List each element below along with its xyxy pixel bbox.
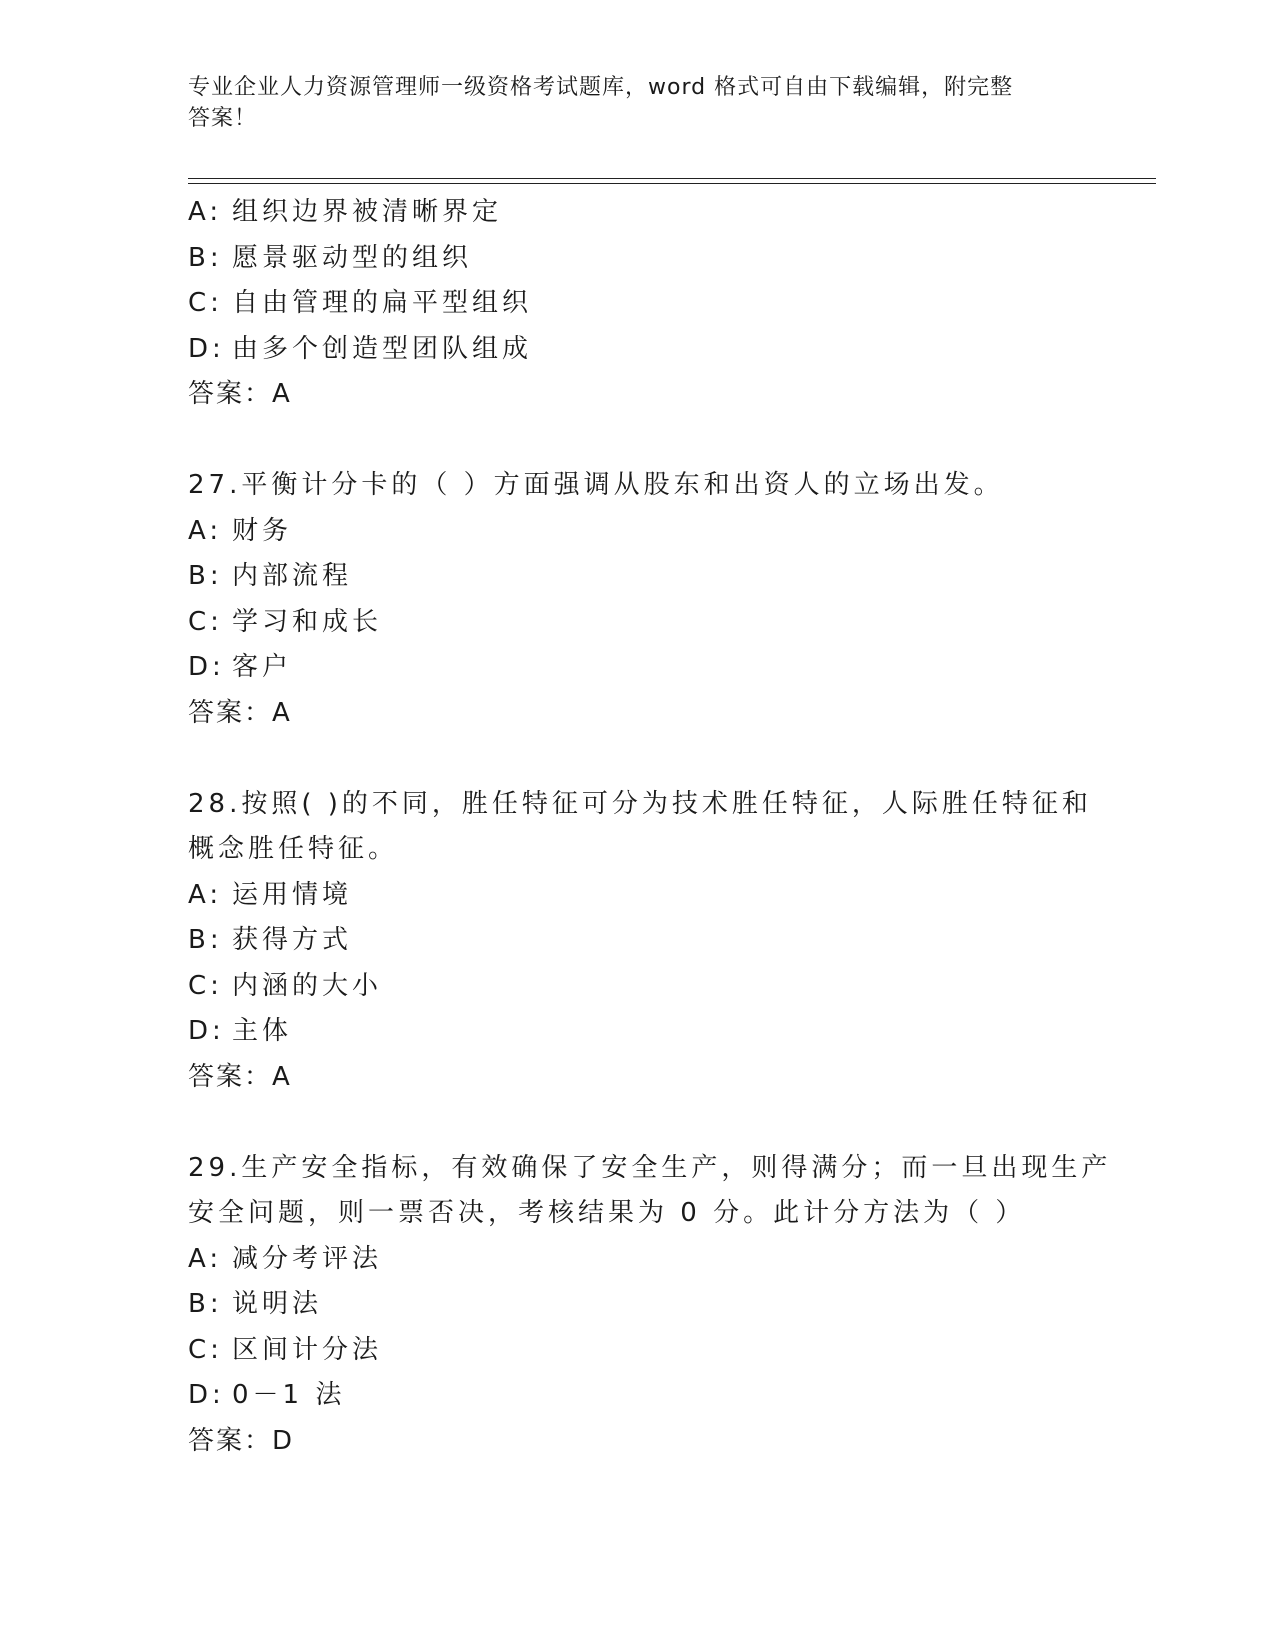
option-b: [188, 236, 1108, 282]
question-stem-line: 安全问题，则一票否决，考核结果为 0 分。此计分方法为（ ）: [188, 1198, 1026, 1228]
option-label: D:: [188, 1380, 225, 1410]
question-stem-line: 概念胜任特征。: [188, 834, 399, 864]
spacer: [188, 1100, 1108, 1146]
question-stem-line: 27.平衡计分卡的（ ）方面强调从股东和出资人的立场出发。: [188, 470, 1004, 500]
option-text: 说明法: [232, 1289, 323, 1319]
option-label: A:: [188, 1243, 223, 1274]
option-text: 运用情境: [232, 879, 353, 910]
option-text: 0－1 法: [232, 1380, 346, 1410]
option-label: B:: [188, 925, 223, 955]
option-text: 获得方式: [232, 925, 353, 955]
answer-line: 答案：A: [188, 379, 292, 409]
option-d: [188, 645, 1108, 691]
header-line-2: 答案！: [188, 106, 258, 131]
option-label: D:: [188, 333, 225, 364]
option-d: [188, 327, 1108, 373]
option-d: [188, 1373, 1108, 1419]
option-text: 学习和成长: [232, 606, 383, 637]
option-c: [188, 1328, 1108, 1374]
option-a: [188, 873, 1108, 919]
question-29: [188, 1146, 1112, 1465]
option-a: [188, 1237, 1108, 1283]
option-label: B:: [188, 561, 223, 591]
option-text: 自由管理的扁平型组织: [232, 288, 533, 318]
option-text: 由多个创造型团队组成: [232, 333, 533, 364]
option-label: D:: [188, 652, 225, 682]
option-label: C:: [188, 288, 223, 318]
option-text: 主体: [232, 1016, 293, 1046]
option-label: B:: [188, 242, 223, 273]
question-list: [188, 190, 1112, 1464]
page-header: [188, 72, 1068, 134]
option-label: A:: [188, 879, 223, 910]
option-label: A:: [188, 515, 223, 546]
question-28: [188, 782, 1108, 1101]
option-d: [188, 1009, 1108, 1055]
header-line-1: 专业企业人力资源管理师一级资格考试题库，word 格式可自由下载编辑，附完整: [188, 75, 1014, 100]
option-label: C:: [188, 970, 223, 1001]
question-stem-line: 29.生产安全指标，有效确保了安全生产，则得满分；而一旦出现生产: [188, 1152, 1112, 1183]
question-27: [188, 463, 1108, 736]
option-text: 客户: [232, 652, 293, 682]
option-c: [188, 600, 1108, 646]
question-stem-line: 28.按照( )的不同，胜任特征可分为技术胜任特征，人际胜任特征和: [188, 788, 1092, 819]
option-text: 愿景驱动型的组织: [232, 242, 473, 273]
option-b: [188, 1282, 1108, 1328]
option-text: 财务: [232, 515, 293, 546]
option-c: [188, 281, 1108, 327]
option-label: C:: [188, 606, 223, 637]
option-label: C:: [188, 1334, 223, 1365]
option-text: 内涵的大小: [232, 970, 383, 1001]
option-b: [188, 918, 1108, 964]
option-label: A:: [188, 197, 223, 227]
option-text: 减分考评法: [232, 1243, 383, 1274]
header-rule-top: [188, 178, 1156, 179]
option-text: 区间计分法: [232, 1334, 383, 1365]
option-label: D:: [188, 1016, 225, 1046]
question-26-continued: [188, 190, 1108, 418]
option-label: B:: [188, 1289, 223, 1319]
spacer: [188, 418, 1108, 464]
spacer: [188, 736, 1108, 782]
option-text: 内部流程: [232, 561, 353, 591]
answer-line: 答案：A: [188, 697, 292, 728]
option-a: [188, 509, 1108, 555]
option-b: [188, 554, 1108, 600]
option-c: [188, 964, 1108, 1010]
option-text: 组织边界被清晰界定: [232, 197, 503, 227]
header-rule-bottom: [188, 183, 1156, 184]
option-a: [188, 190, 1108, 236]
answer-line: 答案：D: [188, 1425, 295, 1456]
answer-line: 答案：A: [188, 1061, 292, 1092]
